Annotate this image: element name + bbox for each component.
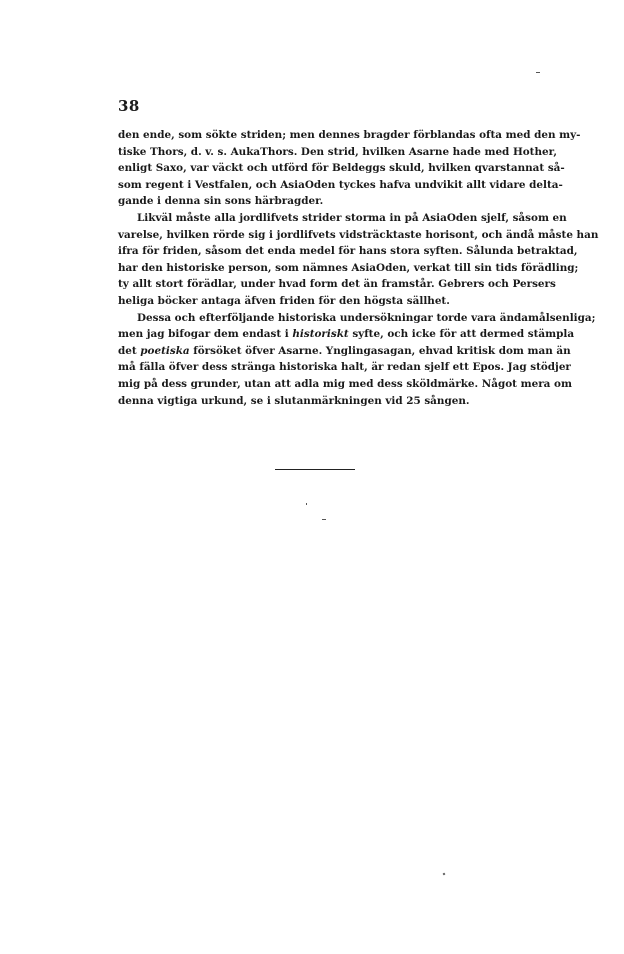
- italic-word: historiskt: [292, 328, 349, 341]
- text-line: heliga böcker antaga äfven friden för den högsta sällhet.: [118, 294, 450, 307]
- text-line: ty allt stort förädlar, under hvad form det än framstår. Gebrers och Persers: [118, 278, 556, 291]
- paragraph-1: [118, 127, 581, 210]
- text-fragment: det: [118, 344, 141, 357]
- text-fragment: men jag bifogar dem endast i: [118, 328, 293, 341]
- text-line: den ende, som sökte striden; men dennes bragder förblandas ofta med den my-: [118, 129, 581, 141]
- page-number: 38: [118, 97, 140, 115]
- italic-word: poetiska: [140, 344, 190, 357]
- scan-speck: [306, 503, 307, 505]
- text-line: [118, 343, 571, 360]
- text-line: varelse, hvilken rörde sig i jordlifvets vidsträcktaste horisont, och ändå måste han: [118, 228, 599, 241]
- section-divider: [275, 469, 355, 470]
- text-line: Likväl måste alla jordlifvets strider storma in på AsiaOden sjelf, såsom en: [137, 211, 567, 224]
- text-fragment: försöket öfver Asarne. Ynglingasagan, ehvad kritisk dom man än: [189, 344, 571, 357]
- scan-speck: [322, 519, 326, 520]
- text-fragment: syfte, och icke för att dermed stämpla: [348, 328, 575, 341]
- text-line: som regent i Vestfalen, och AsiaOden tyckes hafva undvikit allt vidare delta-: [118, 178, 563, 191]
- scan-speck: [536, 72, 540, 73]
- paragraph-3: [118, 310, 596, 410]
- paragraph-2: [118, 210, 599, 310]
- text-line: enligt Saxo, var väckt och utförd för Beldeggs skuld, hvilken qvarstannat så-: [118, 162, 565, 175]
- text-line: mig på dess grunder, utan att adla mig med dess sköldmärke. Något mera om: [118, 377, 572, 390]
- text-line: tiske Thors, d. v. s. AukaThors. Den strid, hvilken Asarne hade med Hother,: [118, 145, 557, 158]
- text-line: Dessa och efterföljande historiska undersökningar torde vara ändamålsenliga;: [137, 311, 596, 324]
- text-line: må fälla öfver dess stränga historiska halt, är redan sjelf ett Epos. Jag stödjer: [118, 361, 571, 374]
- text-line: har den historiske person, som nämnes AsiaOden, verkat till sin tids förädling;: [118, 261, 579, 274]
- text-line: gande i denna sin sons härbragder.: [118, 195, 324, 208]
- text-line: [118, 326, 575, 343]
- scan-speck: [443, 873, 446, 876]
- body-text: [118, 127, 599, 409]
- text-line: denna vigtiga urkund, se i slutanmärkningen vid 25 sången.: [118, 394, 470, 407]
- text-line: ifra för friden, såsom det enda medel för hans stora syften. Sålunda betraktad,: [118, 245, 578, 258]
